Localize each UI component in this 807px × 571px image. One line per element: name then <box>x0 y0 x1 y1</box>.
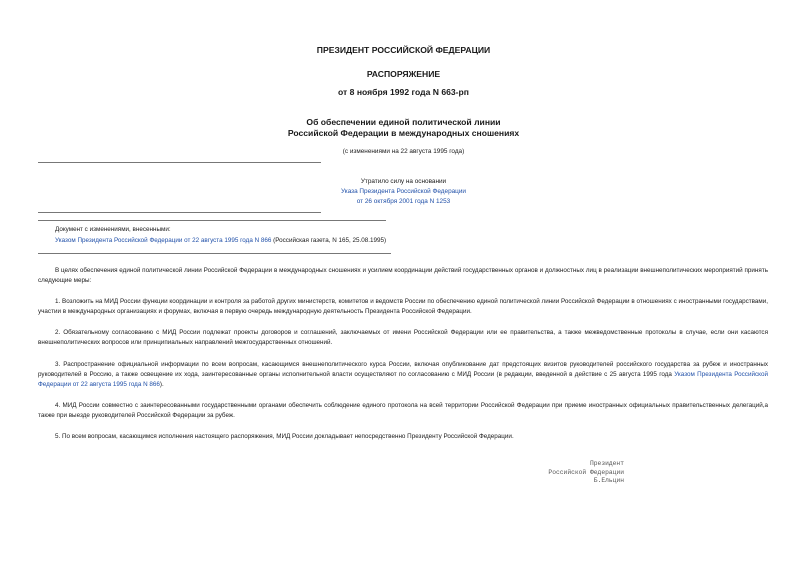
amendments-note: (с изменениями на 22 августа 1995 года) <box>342 148 465 155</box>
paragraph-1: 1. Возложить на МИД России функции координации и контроля за работой других министерств, комитетов и ведомств России по обеспечению единой политической линии Российской Федерации в отношениях с иностранными государствами, участии в международных организациях и форумах, включая в первую очередь международную деятельность Президента Российской Федерации. <box>38 298 768 315</box>
paragraph-3-text: 3. Распространение официальной информации по всем вопросам, касающимся внешнеполитического курса России, включая опубликование дат предстоящих визитов руководителей российского государства за рубеж и иностранных руководителей в Россию, а также освещение их хода, заинтересованные органы исполнительной власти осуществляют по согласованию с МИД России (в редакции, введенной в действие с 25 августа 1995 года <box>38 361 768 378</box>
divider <box>38 253 391 254</box>
amending-decree-link[interactable]: Указом Президента Российской Федерации от 22 августа 1995 года N 866 <box>55 237 272 244</box>
paragraph-4: 4. МИД России совместно с заинтересованными государственными органами обеспечить соблюдение единого протокола на всей территории Российской Федерации при приеме иностранных официальных правительственных делегаций,а также при выезде руководителей Российской Федерации за рубеж. <box>38 402 768 419</box>
signature-block <box>548 460 624 486</box>
repeal-decree-date-link[interactable]: от 26 октября 2001 года N 1253 <box>356 198 451 205</box>
paragraph-3-end: ). <box>159 381 164 388</box>
signature-name: Б.Ельцин <box>593 477 624 484</box>
divider <box>38 212 321 213</box>
title-line-1: Об обеспечении единой политической линии <box>306 117 501 127</box>
repeal-decree-link[interactable]: Указа Президента Российской Федерации <box>340 188 466 195</box>
paragraph-3-decree-link[interactable]: Указом Президента Российской Федерации от 22 августа 1995 года N 866 <box>38 371 768 388</box>
paragraph-2: 2. Обязательному согласованию с МИД России подлежат проекты договоров и соглашений, заключаемых от имени Российской Федерации или ее правительства, а также межведомственные протоколы в случае, если они касаются внешнеполитических вопросов или принципиальных направлений межгосударственных отношений. <box>38 329 768 346</box>
issuer-heading: ПРЕЗИДЕНТ РОССИЙСКОЙ ФЕДЕРАЦИИ <box>316 45 491 55</box>
divider <box>38 220 386 221</box>
repeal-note-line-1: Утратило силу на основании <box>360 178 447 185</box>
document-type-heading: РАСПОРЯЖЕНИЕ <box>366 69 441 79</box>
signature-title: Президент <box>589 460 624 467</box>
intro-paragraph: В целях обеспечения единой политической линии Российской Федерации в международных сношениях и усилием координации действий государственных органов и должностных лиц в реализации внешнеполитических мероприятий принять следующие меры: <box>38 267 768 284</box>
title-line-2: Российской Федерации в международных сношениях <box>287 128 520 138</box>
divider <box>38 162 321 163</box>
paragraph-3 <box>38 360 768 390</box>
publication-source: (Российская газета, N 165, 25.08.1995) <box>271 237 387 244</box>
signature-country: Российской Федерации <box>548 468 624 476</box>
date-number-heading: от 8 ноября 1992 года N 663-рп <box>338 87 469 97</box>
changes-line <box>55 236 386 246</box>
changes-label: Документ с изменениями, внесенными: <box>55 226 171 233</box>
paragraph-5: 5. По всем вопросам, касающимся исполнения настоящего распоряжения, МИД России докладывает непосредственно Президенту Российской Федерации. <box>55 433 514 440</box>
